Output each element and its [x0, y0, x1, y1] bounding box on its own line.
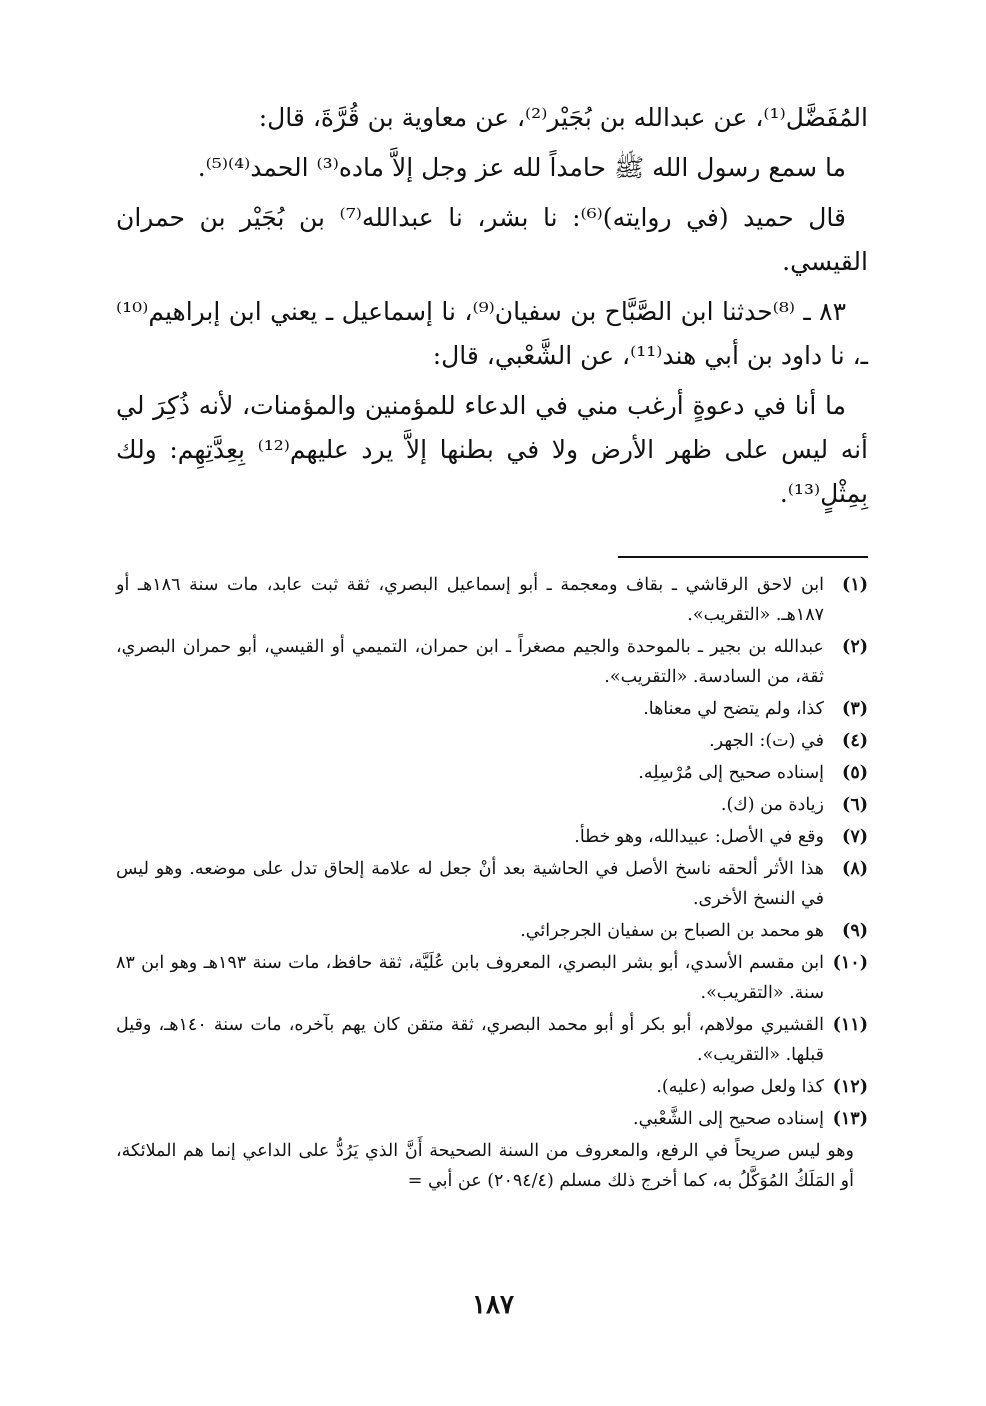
footnote-number: (٧): [842, 827, 868, 847]
footnote: [116, 758, 868, 788]
footnote-number: (١٢): [832, 1077, 868, 1097]
footnote-continuation: وهو ليس صريحاً في الرفع، والمعروف من السنة الصحيحة أَنَّ الذي يَرُدُّ على الداعي إنما هم الملائكة، أو المَلَكُ المُوَكَّلُ به، كما أخرج ذلك مسلم (٢٠٩٤/٤) عن أبي =: [116, 1141, 854, 1191]
footnote-number: (٣): [842, 699, 868, 719]
footnote-text: القشيري مولاهم، أبو بكر أو أبو محمد البصري، ثقة متقن كان يهم بآخره، مات سنة ١٤٠هـ، وقيل قبلها. «التقريب».: [116, 1015, 824, 1065]
paragraph-hadith-text: ما سمع رسول الله ﷺ حامداً لله عز وجل إلاَّ ماده⁽³⁾ الحمد⁽⁴⁾⁽⁵⁾.: [197, 153, 846, 182]
footnote-text: عبدالله بن بجير ـ بالموحدة والجيم مصغراً ـ ابن حمران، التميمي أو القيسي، أبو حمران البصري، ثقة، من السادسة. «التقريب».: [116, 637, 824, 687]
footnote-number: (١): [842, 575, 868, 595]
footnote: [116, 694, 868, 724]
footnote-text: إسناده صحيح إلى مُرْسِلِه.: [638, 763, 824, 783]
footnote-number: (٥): [842, 763, 868, 783]
paragraph-athar-83-text: ما أنا في دعوةٍ أرغب مني في الدعاء للمؤمنين والمؤمنات، لأنه ذُكِرَ لي أنه ليس على ظهر الأرض ولا في بطنها إلاَّ يرد عليهم⁽¹²⁾ بِعِدَّتِهِم: ولك بِمِثْلٍ⁽¹³⁾.: [116, 391, 868, 508]
footnote-number: (١٠): [832, 953, 868, 973]
footnote: [116, 1072, 868, 1102]
footnote-number: (٩): [842, 921, 868, 941]
footnote-number: (١١): [832, 1015, 868, 1035]
footnote-text: كذا ولعل صوابه (عليه).: [656, 1077, 824, 1097]
footnote: [116, 726, 868, 756]
footnote-number: (١٣): [832, 1109, 868, 1129]
paragraph-isnad-line: المُفَضَّل⁽¹⁾، عن عبدالله بن بُجَيْر⁽²⁾، عن معاوية بن قُرَّةَ، قال:: [258, 103, 868, 132]
footnote: [116, 822, 868, 852]
footnote: [116, 632, 868, 692]
footnote: [116, 1010, 868, 1070]
footnote-number: (٤): [842, 731, 868, 751]
main-body-text: [116, 96, 868, 522]
footnote-text: في (ت): الجهر.: [709, 731, 824, 751]
footnote-number: (٦): [842, 795, 868, 815]
footnote-text: وقع في الأصل: عبيدالله، وهو خطأ.: [574, 827, 824, 847]
footnote-text: ابن لاحق الرقاشي ـ بقاف ومعجمة ـ أبو إسماعيل البصري، ثقة ثبت عابد، مات سنة ١٨٦هـ أو ١٨٧هـ. «التقريب».: [116, 575, 825, 625]
footnote: [116, 916, 868, 946]
footnote-number: (٨): [842, 859, 868, 879]
footnote-separator-rule: [618, 556, 868, 558]
footnote-text: هذا الأثر ألحقه ناسخ الأصل في الحاشية بعد أنْ جعل له علامة إلحاق تدل على موضعه. وهو ليس في النسخ الأخرى.: [116, 859, 824, 909]
footnotes-section: [116, 570, 868, 1196]
footnote: [116, 790, 868, 820]
footnote-text: إسناده صحيح إلى الشَّعْبي.: [633, 1109, 824, 1129]
page-number: ١٨٧: [472, 1290, 514, 1320]
footnote: [116, 948, 868, 1008]
paragraph-humaid-narration: قال حميد (في روايته)⁽⁶⁾: نا بشر، نا عبدالله⁽⁷⁾ بن بُجَيْر بن حمران القيسي.: [116, 203, 868, 276]
paragraph-athar-83-isnad: ٨٣ ـ ⁽⁸⁾حدثنا ابن الصَّبَّاح بن سفيان⁽⁹⁾، نا إسماعيل ـ يعني ابن إبراهيم⁽¹⁰⁾ ـ، نا داود بن أبي هند⁽¹¹⁾، عن الشَّعْبي، قال:: [116, 297, 868, 370]
footnote-text: هو محمد بن الصباح بن سفيان الجرجرائي.: [520, 921, 824, 941]
footnote-text: زيادة من (ك).: [720, 795, 824, 815]
footnote: [116, 570, 868, 630]
footnote-text: كذا، ولم يتضح لي معناها.: [643, 699, 824, 719]
footnote: [116, 854, 868, 914]
footnote-number: (٢): [842, 637, 868, 657]
footnote-text: ابن مقسم الأسدي، أبو بشر البصري، المعروف بابن عُلَيَّة، ثقة حافظ، مات سنة ١٩٣هـ وهو ابن ٨٣ سنة. «التقريب».: [116, 953, 824, 1003]
footnote: [116, 1104, 868, 1134]
